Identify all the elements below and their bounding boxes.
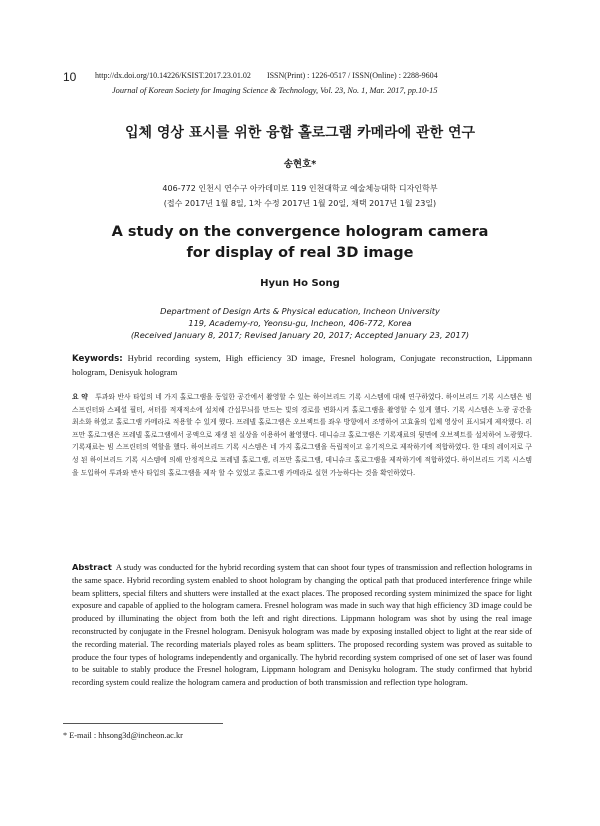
english-abstract	[72, 561, 532, 690]
english-title	[0, 222, 600, 264]
korean-author: 송현호*	[283, 159, 317, 170]
english-title-line-1: A study on the convergence hologram camera	[111, 224, 489, 240]
korean-title: 입체 영상 표시를 위한 융합 홀로그램 카메라에 관한 연구	[124, 125, 476, 141]
issn-text: ISSN(Print) : 1226-0517 / ISSN(Online) : 2288-9604	[266, 71, 438, 80]
english-abstract-label: Abstract	[72, 562, 112, 572]
affiliation-line-1: Department of Design Arts & Physical education, Incheon University	[160, 306, 440, 316]
doi-issn-line	[95, 71, 452, 80]
korean-abstract-text: 투과와 반사 타입의 네 가지 홀로그램을 동일한 공간에서 촬영할 수 있는 하이브리드 기록 시스템에 대해 연구하였다. 하이브리드 기록 시스템은 빔 스프린터와 스페셜 필터, 셔터를 적재적소에 설치해 간섭무늬를 만드는 빛의 경로를 변화시켜 홀로그램을 촬영할 수 있게 했다. 기록 시스템은 노광 공간을 최소화 하였고 홀로그램 카메라로 적용할 수 있게 했다. 프레넬 홀로그램은 오브젝트를 좌우 방향에서 조명하여 고효율의 입체 영상이 표시되게 제작했다. 리프만 홀로그램은 프레넬 홀로그램에서 공액으로 재생 된 실상을 이용하여 촬영했다. 데니슈크 홀로그램은 기록재료의 뒷면에 오브젝트를 설치하여 노광했다. 기록재료는 빔 스프린터의 역할을 했다. 하이브리드 기록 시스템은 네 가지 홀로그램을 독립적이고 유기적으로 제작하기에 적합하였다. 한 대의 레이저로 구성 된 하이브리드 기록 시스템에 의해 안정적으로 프레넬 홀로그램, 리프만 홀로그램, 데니슈크 홀로그램을 제작하기에 적합하였다. 하이브리드 기록 시스템을 도입하여 투과와 반사 타입의 홀로그램을 제작 할 수 있었고 홀로그램 카메라로 실현 가능하다는 것을 확인하였다.	[72, 393, 533, 477]
english-title-line-2: for display of real 3D image	[186, 245, 414, 261]
english-abstract-text: A study was conducted for the hybrid recording system that can shoot four types of transmission and reflection holograms in the same space. Hybrid recording system enabled to shoot hologram by changing the optical path that produced interference fringe while beam splitters, special filters and shutters were installed at the exact places. The proposed recording system minimized the space for light exposure and capable of applied to the hologram camera. Fresnel hologram was made in such way that high efficiency 3D image could be produced by illuminating the object from both the left and right directions. Lippmann hologram was shot by using the real image reconstructed by conjugate in the Fresnel hologram. Denisyuk hologram was made by exposing installed object to light at the rear side of the recording material. The recording materials played roles as beam splitters. The proposed recording system was proved as suitable to produce the four types of holograms independently and organically. The hybrid recording system comprised of one set of laser was found to be suitable to stably produce the Fresnel hologram, Lippmann hologram and Denisyku hologram. The study confirmed that hybrid recording system could realize the hologram camera and production of both transmission and reflection type hologram.	[72, 563, 532, 688]
keywords-block	[72, 352, 532, 378]
english-author: Hyun Ho Song	[260, 278, 340, 289]
english-affiliation	[0, 305, 600, 341]
korean-affiliation: 406-772 인천시 연수구 아카데미로 119 인천대학교 예술체능대학 디자인학부	[162, 184, 438, 193]
keywords-label: Keywords:	[72, 354, 123, 364]
korean-abstract	[72, 391, 532, 479]
english-dates: (Received January 8, 2017; Revised January 20, 2017; Accepted January 23, 2017)	[130, 330, 470, 340]
korean-abstract-label: 요 약	[72, 393, 88, 401]
doi-link[interactable]: http://dx.doi.org/10.14226/KSIST.2017.23.01.02	[95, 71, 251, 80]
footnote-email: * E-mail : hhsong3d@incheon.ac.kr	[63, 731, 183, 740]
journal-citation: Journal of Korean Society for Imaging Science & Technology, Vol. 23, No. 1, Mar. 2017, pp.10-15	[112, 86, 438, 95]
korean-dates: (접수 2017년 1월 8일, 1차 수정 2017년 1월 20일, 채택 2017년 1월 23일)	[163, 199, 437, 208]
page-number: 10	[63, 70, 77, 84]
footnote-divider	[63, 723, 223, 724]
keywords-text: Hybrid recording system, High efficiency 3D image, Fresnel hologram, Conjugate reconstruction, Lippmann hologram, Denisyuk hologram	[72, 353, 532, 377]
affiliation-line-2: 119, Academy-ro, Yeonsu-gu, Incheon, 406-772, Korea	[188, 318, 412, 328]
